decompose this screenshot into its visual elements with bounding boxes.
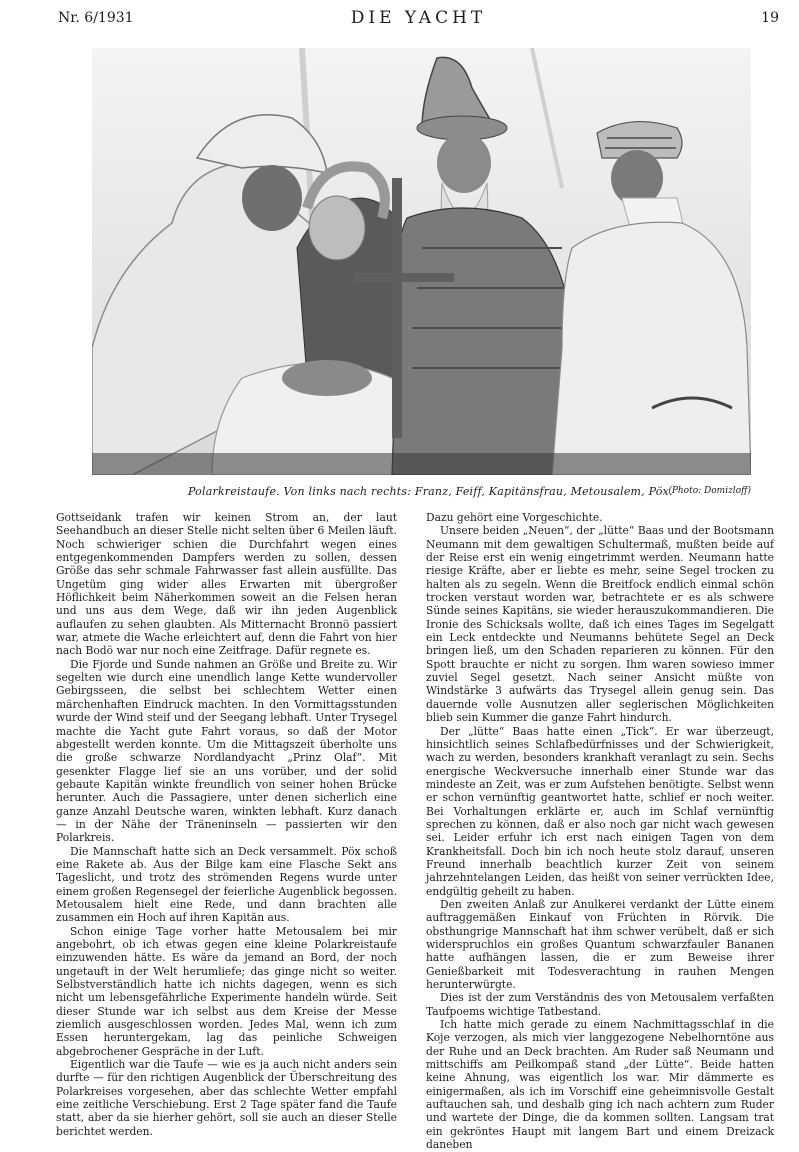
paragraph: Gottseidank trafen wir keinen Strom an, der laut Seehandbuch an dieser Stelle nicht selten über 6 Meilen läuft. Noch schwieriger schien die Durchfahrt wegen eines entgegenkommenden Dampfers werden zu sollen, dessen Größe das sehr schmale Fahrwasser fast allein ausfüllte. Das Ungetüm ging wider alles Erwarten mit übergroßer Höflichkeit beim Näherkommen soweit an die Felsen heran und uns aus dem Wege, daß wir ihn jeden Augenblick auflaufen zu sehen glaubten. Als Mitternacht Bronnö passiert war, atmete die Wache erleichtert auf, denn die Fahrt von hier nach Bodö war nur noch eine Zeitfrage. Dafür regnete es. [56,511,397,658]
caption-text: Polarkreistaufe. Von links nach rechts: Franz, Feiff, Kapitänsfrau, Metousalem, Pöx. [188,485,673,498]
photo-polar-baptism [92,48,751,475]
paragraph: Eigentlich war die Taufe — wie es ja auch nicht anders sein durfte — für den richtigen Augenblick der Überschreitung des Polarkreises vorgesehen, aber das schlechte Wetter empfahl eine zeitliche Verschiebung. Erst 2 Tage später fand die Taufe statt, aber da sie hierher gehört, soll sie auch an dieser Stelle berichtet werden. [56,1058,397,1138]
paragraph: Der „lütte“ Baas hatte einen „Tick“. Er war überzeugt, hinsichtlich seines Schlafbedürfnisses und der Schwierigkeit, wach zu werden, besonders krankhaft veranlagt zu sein. Sechs energische Weckversuche innerhalb einer Stunde war das mindeste an Zeit, was er zum Aufstehen benötigte. Selbst wenn er schon vernünftig geantwortet hatte, schlief er noch weiter. Bei Vorhaltungen erklärte er, auch im Schlaf vernünftig sprechen zu können, daß er also noch gar nicht wach gewesen sei. Leider erfuhr ich erst nach einigen Tagen von dem Krankheitsfall. Doch bin ich noch heute stolz darauf, unseren Freund innerhalb beachtlich kurzer Zeit von seinem jahrzehntelangen Leiden, das heißt von seiner verrückten Idee, endgültig geheilt zu haben. [426,724,774,898]
paragraph: Unsere beiden „Neuen“, der „lütte“ Baas und der Bootsmann Neumann mit dem gewaltigen Schultermaß, mußten beide auf der Reise erst ein wenig eingetrimmt werden. Neumann hatte riesige Kräfte, aber er liebte es mehr, seine Segel trocken zu halten als zu segeln. Wenn die Breitfock endlich einmal schön trocken verstaut worden war, betrachtete er es als schwere Sünde seines Kapitäns, sie wieder herauszukommandieren. Die Ironie des Schicksals wollte, daß ich eines Tages im Segelgatt ein Leck entdeckte und Neumanns behütete Segel an Deck bringen ließ, um den Schaden reparieren zu können. Für den Spott brauchte er nicht zu sorgen. Ihm waren sowieso immer zuviel Segel gesetzt. Nach seiner Ansicht müßte von Windstärke 3 aufwärts das Trysegel allein genug sein. Das dauernde volle Ausnutzen aller seglerischen Möglichkeiten blieb sein Kummer die ganze Fahrt hindurch. [426,524,774,725]
paragraph: Ich hatte mich gerade zu einem Nachmittagsschlaf in die Koje verzogen, als mich vier langgezogene Nebelhorntöne aus der Ruhe und an Deck brachten. Am Ruder saß Neumann und mittschiffs am Peilkompaß stand „der Lütte“. Beide hatten keine Ahnung, was eigentlich los war. Mir dämmerte es einigermaßen, als ich im Vorschiff eine geheimnisvolle Gestalt auftauchen sah, und deshalb ging ich nach achtern zum Ruder und wartete der Dinge, die da kommen sollten. Langsam trat ein gekröntes Haupt mit langem Bart und einem Dreizack daneben [426,1018,774,1152]
magazine-title: DIE YACHT [350,8,487,28]
paragraph: Schon einige Tage vorher hatte Metousalem bei mir angebohrt, ob ich etwas gegen eine kleine Polarkreistaufe einzuwenden hätte. Es wäre da jemand an Bord, der noch ungetauft in der Welt herumliefe; das ginge nicht so weiter. Selbstverständlich hatte ich nichts dagegen, wenn es sich nicht um lebensgefährliche Experimente handeln würde. Seit dieser Stunde war ich selbst aus dem Kreise der Messe ziemlich ausgeschlossen worden. Jedes Mal, wenn ich zum Essen heruntergekam, lag das peinliche Schweigen abgebrochener Gespräche in der Luft. [56,924,397,1058]
paragraph: Die Fjorde und Sunde nahmen an Größe und Breite zu. Wir segelten wie durch eine unendlich lange Kette wundervoller Gebirgsseen, die selbst bei schlechtem Wetter einen märchenhaften Eindruck machten. In den Vormittagsstunden wurde der Wind steif und der Seegang lebhaft. Unter Trysegel machte die Yacht gute Fahrt voraus, so daß der Motor abgestellt werden konnte. Um die Mittagszeit überholte uns die große schwarze Nordlandyacht „Prinz Olaf“. Mit gesenkter Flagge lief sie an uns vorüber, und der solid gebaute Kapitän winkte freundlich von seiner hohen Brücke herunter. Auch die Passagiere, unter denen sicherlich eine ganze Anzahl Deutsche waren, winkten lebhaft. Kurz danach — in der Nähe der Träneninseln — passierten wir den Polarkreis. [56,657,397,845]
paragraph: Die Mannschaft hatte sich an Deck versammelt. Pöx schoß eine Rakete ab. Aus der Bilge kam eine Flasche Sekt ans Tageslicht, und trotz des strömenden Regens wurde unter einem großen Regensegel der feierliche Augenblick begossen. Metousalem hielt eine Rede, und dann brachten alle zusammen ein Hoch auf ihren Kapitän aus. [56,844,397,925]
article-column-right [426,511,774,1152]
photo-caption [92,485,751,499]
page-number: 19 [761,10,779,26]
paragraph: Den zweiten Anlaß zur Anulkerei verdankt der Lütte einem auftraggemäßen Einkauf von Früchten in Rörvik. Die obsthungrige Mannschaft hat ihm schwer verübelt, daß er sich widerspruchlos ein großes Quantum schwarzfauler Bananen hatte aufhängen lassen, die er zum Beweise ihrer Genießbarkeit mit Todesverachtung in rauhen Mengen herunterwürgte. [426,897,774,992]
photo-credit: (Photo: Domizloff) [668,486,751,496]
page-header [58,8,779,30]
issue-number: Nr. 6/1931 [58,10,134,26]
paragraph: Dazu gehört eine Vorgeschichte. [426,511,603,524]
photo-illustration [92,48,751,475]
paragraph: Dies ist der zum Verständnis des von Metousalem verfaßten Taufpoems wichtige Tatbestand. [426,991,774,1018]
article-column-left [56,511,397,1138]
